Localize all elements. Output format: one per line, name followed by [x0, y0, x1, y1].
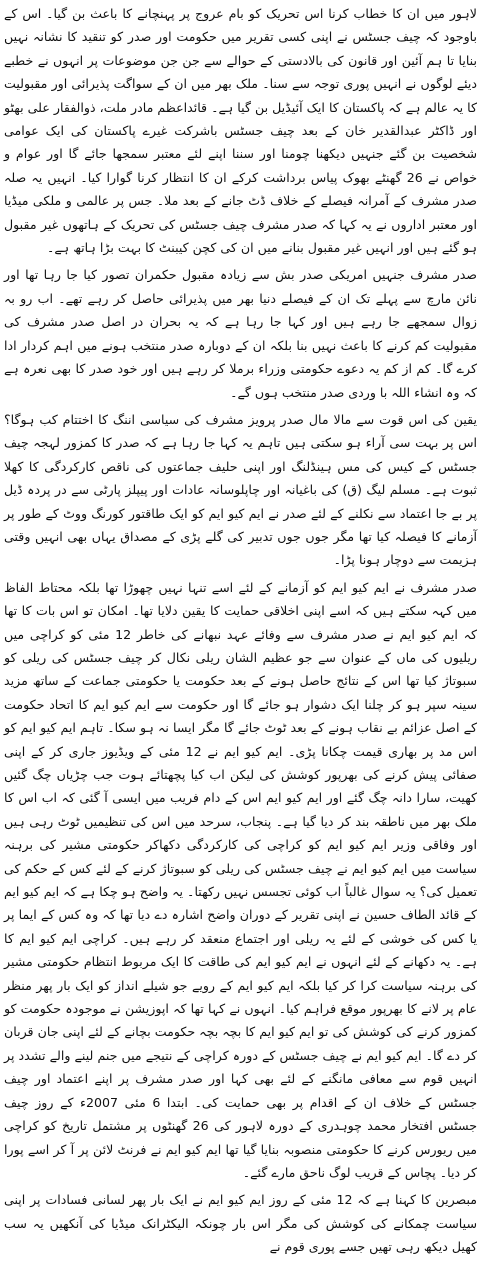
article-body — [4, 0, 477, 1259]
article-paragraph: مبصرین کا کہنا ہے کہ 12 مئی کے روز ایم کیو ایم نے ایک بار پھر لسانی فسادات پر اپنی سیاست چمکانے کی کوشش کی مگر اس بار چونکہ الیکٹرانک میڈیا کی آنکھیں یہ سب کھیل دیکھ رہی تھیں جسے پوری قوم نے — [4, 1192, 477, 1255]
article-paragraph: صدر مشرف نے ایم کیو ایم کو آزمانے کے لئے اسے تنہا نہیں چھوڑا تھا بلکہ محتاط الفاظ میں کہہ سکتے ہیں کہ اسے اپنی اخلاقی حمایت کا یقین دلایا تھا۔ امکان تو اس بات کا تھا کہ ایم کیو ایم نے صدر مشرف سے وفائے عہد نبھانے کی خاطر 12 مئی کو کراچی میں ریلیوں کی ماں کے عنوان سے جو عظیم الشان ریلی نکال کر چیف جسٹس کی ریلی کو سبوتاژ کیا تھا اس کے نتائج حاصل ہونے کے بعد حکومت یا حکومتی جماعت کے ساتھ مزید سینہ سپر ہو کر چلنا ایک دشوار ہو جائے گا اور حکومت سے ایم کیو ایم کا اتحاد حکومت کے اصل عزائم بے نقاب ہونے کے بعد ٹوٹ جائے گا مگر ایسا نہ ہو سکا۔ تاہم ایم کیو ایم کو اس مد پر بھاری قیمت چکانا پڑی۔ ایم کیو ایم نے 12 مئی کے ویڈیوز جاری کر کے اپنی صفائی پیش کرنے کی بھرپور کوشش کی لیکن اب کیا پچھتائے ہوت جب چڑیاں چگ گئیں کھیت، سارا دانہ چگ گئے اور ایم کیو ایم اس کے دام فریب میں ایسی آ گئی کہ اب اس کا ملک بھر میں ناطقہ بند کر دیا گیا ہے۔ پنجاب، سرحد میں اس کی تنظیمیں ٹوٹ رہی ہیں اور وفاقی وزیر ایم کیو ایم کو کراچی کی کارکردگی دکھاکر حکومتی مشیر کی برہنہ سیاست میں ایم کیو ایم نے چیف جسٹس کی ریلی کو سبوتاژ کرنے کے لئے کس کے حکم کی تعمیل کی؟ یہ سوال غالباً اب کوئی تجسس نہیں رکھتا۔ یہ واضح ہو چکا ہے کہ ایم کیو ایم کے قائد الطاف حسین نے اپنی تقریر کے دوران واضح اشارہ دے دیا تھا کہ وہ کس کے ایما پر یا کس کی خوشی کے لئے یہ ریلی اور اجتماع منعقد کر رہے ہیں۔ کراچی ایم کیو ایم کا ہے۔ یہ دکھانے کے لئے انہوں نے ایم کیو ایم کی طاقت کا ایک مربوط انتظام حکومتی مشیر کی برہنہ سیاست کرا کر کیا بلکہ ایم کیو ایم کے رویے جو شیلے انداز کو ایک بار پھر منظر عام پر لانے کا بھرپور موقع فراہم کیا۔ انہوں نے کہا تھا کہ اپوزیشن نے موجودہ حکومت کو کمزور کرنے کی کوشش کی تو ایم کیو ایم کا بچہ بچہ حکومت بچانے کے لئے اپنی جان قربان کر دے گا۔ ایم کیو ایم نے چیف جسٹس کے دورہ کراچی کے نتیجے میں جنم لینے والے تشدد پر انہیں قوم سے معافی مانگنے کے لئے بھی کہا اور صدر مشرف پر اپنے اعتماد اور چیف جسٹس کے خلاف ان کے اقدام پر بھی حمایت کی۔ ابتدا 6 مئی 2007ء کے روز چیف جسٹس افتخار محمد چوہدری کے دورہ لاہور کی 26 گھنٹوں پر مشتمل تاریخ کو کراچی میں ریورس کرنے کا حکومتی منصوبہ بنایا گیا تھا ایم کیو ایم نے فرنٹ لائن پر آ کر اسے پورا کر دیا۔ پچاس کے قریب لوگ ناحق مارے گئے۔ — [4, 579, 477, 1180]
article-paragraph: صدر مشرف جنہیں امریکی صدر بش سے زیادہ مقبول حکمران تصور کیا جا رہا تھا اور نائن مارچ سے پہلے تک ان کے فیصلے دنیا بھر میں پذیرائی حاصل کر رہے تھے۔ اب رو بہ زوال سمجھے جا رہے ہیں اور کہا جا رہا ہے کہ یہ بحران در اصل صدر مشرف کی مقبولیت کم کرنے کا باعث نہیں بنا بلکہ ان کے دوبارہ صدر منتخب ہونے میں اہم کردار ادا کرے گا۔ کم از کم یہ دعوے حکومتی وزراء برملا کر رہے ہیں اور خود صدر کا بھی نعرہ ہے کہ وہ انشاء اللہ با وردی صدر منتخب ہوں گے۔ — [4, 267, 477, 400]
article-paragraph: یقین کی اس قوت سے مالا مال صدر پرویز مشرف کی سیاسی اننگ کا اختتام کب ہوگا؟ اس پر بہت سی آراء ہو سکتی ہیں تاہم یہ کہا جا رہا ہے کہ صدر کا کمزور لہجہ چیف جسٹس کے کیس کی مس ہینڈلنگ اور اپنی حلیف جماعتوں کی ناقص کارکردگی کا کھلا ثبوت ہے۔ مسلم لیگ (ق) کی باغیانہ اور چاپلوسانہ عادات اور پیپلز پارٹی سے در پردہ ڈیل پر بے جا اعتماد سے نکلنے کے لئے صدر نے ایم کیو ایم کو ایک طاقتور کورنگ ووٹ کے طور پر آزمانے کا فیصلہ کیا تھا مگر جوں جوں تدبیر کی گلے پڑی کے مصداق یہاں بھی انہیں وقتی ہزیمت سے دوچار ہونا پڑا۔ — [4, 411, 477, 568]
article-paragraph: لاہور میں ان کا خطاب کرنا اس تحریک کو بام عروج پر پہنچانے کا باعث بن گیا۔ اس کے باوجود کہ چیف جسٹس نے اپنی کسی تقریر میں حکومت اور صدر کو تنقید کا نشانہ نہیں بنایا تا ہم آئین اور قانون کی بالادستی کے حوالے سے جن جن موضوعات پر انہوں نے خطبے دیئے لوگوں نے انہیں پوری توجہ سے سنا۔ ملک بھر میں ان کے سواگت پذیرائی اور مقبولیت کا یہ عالم ہے کہ پاکستان کا ایک آئیڈیل بن گیا ہے۔ قائداعظم مادر ملت، ذوالفقار علی بھٹو اور ڈاکٹر عبدالقدیر خان کے بعد چیف جسٹس باشرکت غیرے پاکستان کی ایک عوامی شخصیت بن گئے جنہیں دیکھنا چومنا اور سننا اپنے لئے معتبر سمجھا جائے گا اور عوام و خواص نے 26 گھنٹے بھوک پیاس برداشت کرکے ان کا انتظار کرنا گوارا کیا۔ انہیں یہ صلہ صدر مشرف کے آمرانہ فیصلے کے خلاف ڈٹ جانے کے بعد ملا۔ جس پر عالمی و ملکی میڈیا اور معتبر اداروں نے یہ کہا کہ صدر مشرف چیف جسٹس کی تحریک کے ہاتھوں غیر مقبول ہو گئے ہیں اور انہیں غیر مقبول بنانے میں ان کی کچن کیبنٹ کا بہت بڑا ہاتھ ہے۔ — [4, 6, 478, 256]
